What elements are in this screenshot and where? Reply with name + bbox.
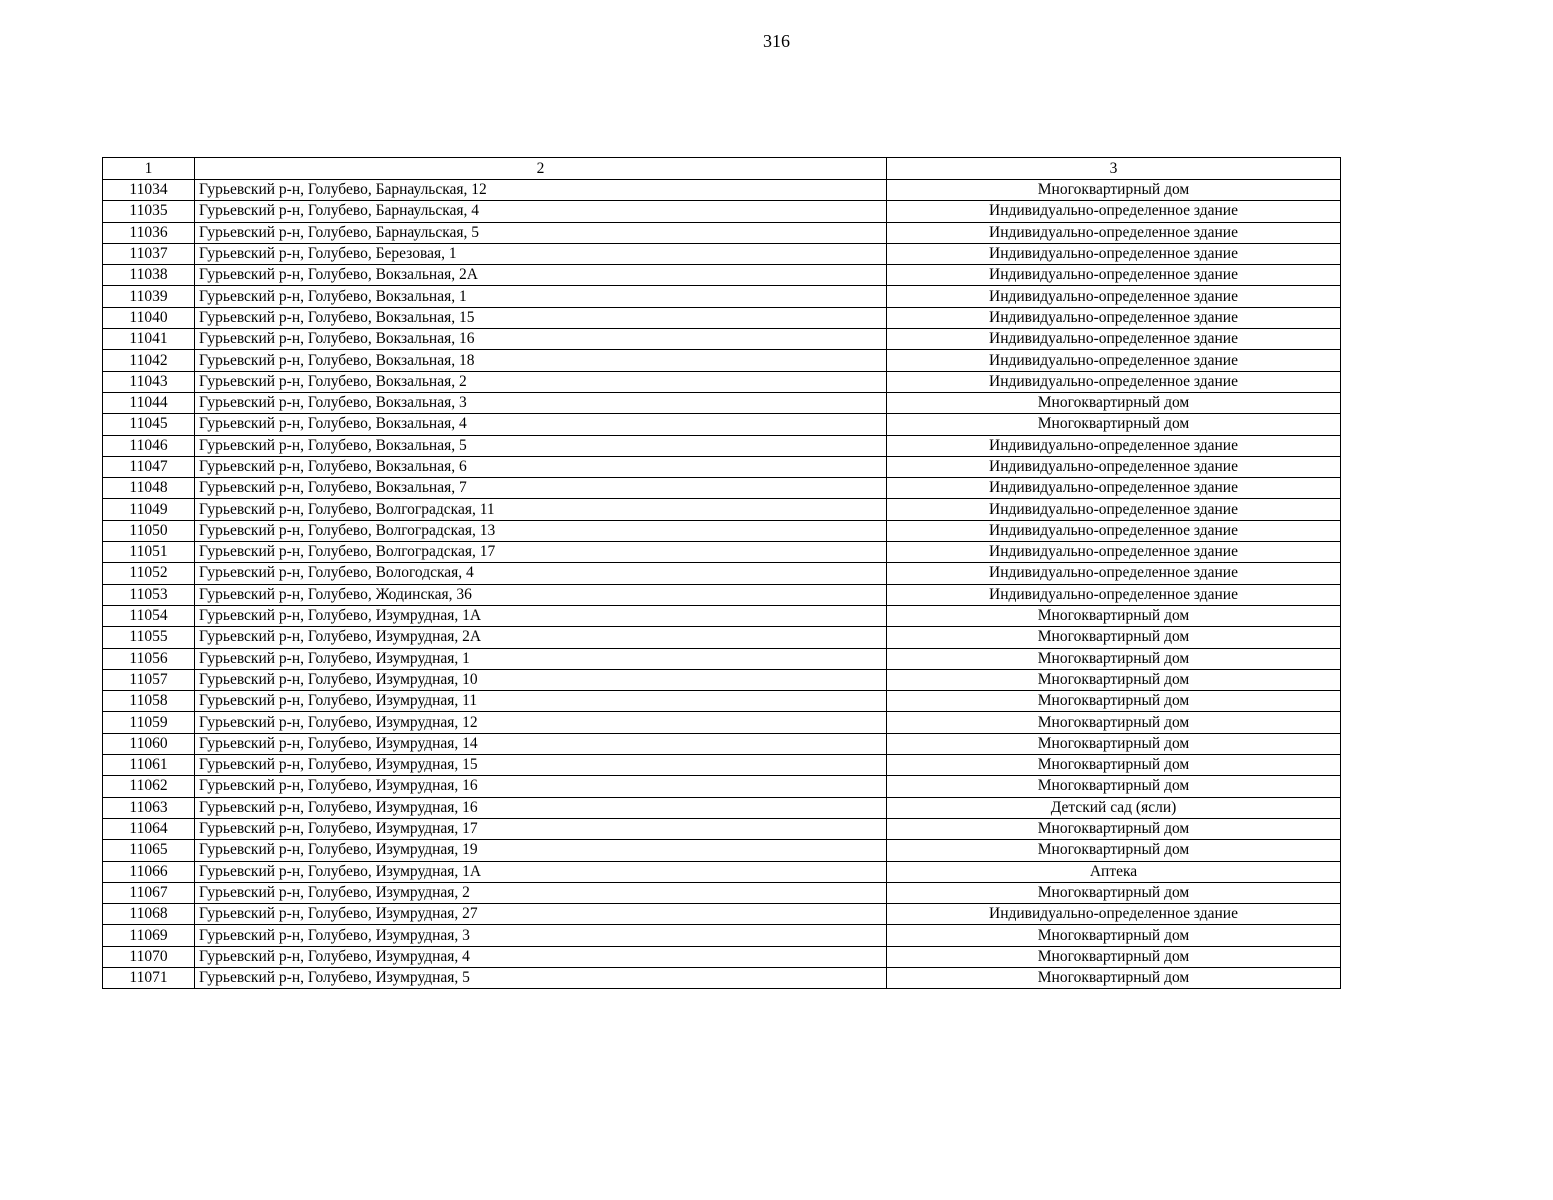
table-row — [103, 542, 1341, 563]
address-cell: Гурьевский р-н, Голубево, Барнаульская, 12 — [195, 180, 887, 201]
building-type-cell: Многоквартирный дом — [887, 392, 1341, 413]
building-type-cell: Многоквартирный дом — [887, 691, 1341, 712]
column-header-3: 3 — [887, 158, 1341, 180]
table-row — [103, 329, 1341, 350]
building-type-cell: Многоквартирный дом — [887, 712, 1341, 733]
record-number: 11071 — [103, 967, 195, 988]
table-row — [103, 180, 1341, 201]
building-type-cell: Многоквартирный дом — [887, 755, 1341, 776]
address-cell: Гурьевский р-н, Голубево, Изумрудная, 27 — [195, 904, 887, 925]
record-number: 11042 — [103, 350, 195, 371]
building-type-cell: Многоквартирный дом — [887, 840, 1341, 861]
address-cell: Гурьевский р-н, Голубево, Изумрудная, 1 — [195, 648, 887, 669]
table-row — [103, 520, 1341, 541]
address-cell: Гурьевский р-н, Голубево, Изумрудная, 1А — [195, 861, 887, 882]
address-cell: Гурьевский р-н, Голубево, Волгоградская, 13 — [195, 520, 887, 541]
record-number: 11035 — [103, 201, 195, 222]
record-number: 11057 — [103, 669, 195, 690]
building-type-cell: Индивидуально-определенное здание — [887, 478, 1341, 499]
record-number: 11039 — [103, 286, 195, 307]
building-type-cell: Многоквартирный дом — [887, 733, 1341, 754]
record-number: 11052 — [103, 563, 195, 584]
address-cell: Гурьевский р-н, Голубево, Барнаульская, 5 — [195, 222, 887, 243]
table-row — [103, 584, 1341, 605]
building-type-cell: Индивидуально-определенное здание — [887, 499, 1341, 520]
record-number: 11041 — [103, 329, 195, 350]
address-cell: Гурьевский р-н, Голубево, Вокзальная, 6 — [195, 456, 887, 477]
address-cell: Гурьевский р-н, Голубево, Изумрудная, 10 — [195, 669, 887, 690]
table-row — [103, 265, 1341, 286]
table-row — [103, 882, 1341, 903]
record-number: 11036 — [103, 222, 195, 243]
address-cell: Гурьевский р-н, Голубево, Изумрудная, 16 — [195, 797, 887, 818]
building-type-cell: Многоквартирный дом — [887, 180, 1341, 201]
column-header-1: 1 — [103, 158, 195, 180]
address-cell: Гурьевский р-н, Голубево, Изумрудная, 2А — [195, 627, 887, 648]
table-body — [103, 158, 1341, 989]
address-cell: Гурьевский р-н, Голубево, Вологодская, 4 — [195, 563, 887, 584]
building-type-cell: Индивидуально-определенное здание — [887, 222, 1341, 243]
address-cell: Гурьевский р-н, Голубево, Изумрудная, 3 — [195, 925, 887, 946]
address-cell: Гурьевский р-н, Голубево, Барнаульская, 4 — [195, 201, 887, 222]
record-number: 11047 — [103, 456, 195, 477]
record-number: 11034 — [103, 180, 195, 201]
record-number: 11051 — [103, 542, 195, 563]
table-row — [103, 797, 1341, 818]
building-type-cell: Аптека — [887, 861, 1341, 882]
address-cell: Гурьевский р-н, Голубево, Изумрудная, 16 — [195, 776, 887, 797]
address-cell: Гурьевский р-н, Голубево, Вокзальная, 15 — [195, 307, 887, 328]
record-number: 11044 — [103, 392, 195, 413]
building-type-cell: Индивидуально-определенное здание — [887, 904, 1341, 925]
address-cell: Гурьевский р-н, Голубево, Вокзальная, 2А — [195, 265, 887, 286]
table-row — [103, 840, 1341, 861]
address-cell: Гурьевский р-н, Голубево, Вокзальная, 5 — [195, 435, 887, 456]
table-row — [103, 478, 1341, 499]
address-cell: Гурьевский р-н, Голубево, Вокзальная, 4 — [195, 414, 887, 435]
building-type-cell: Многоквартирный дом — [887, 627, 1341, 648]
table-row — [103, 222, 1341, 243]
address-cell: Гурьевский р-н, Голубево, Изумрудная, 5 — [195, 967, 887, 988]
record-number: 11046 — [103, 435, 195, 456]
record-number: 11043 — [103, 371, 195, 392]
table-row — [103, 755, 1341, 776]
record-number: 11062 — [103, 776, 195, 797]
address-cell: Гурьевский р-н, Голубево, Изумрудная, 11 — [195, 691, 887, 712]
record-number: 11068 — [103, 904, 195, 925]
address-cell: Гурьевский р-н, Голубево, Вокзальная, 2 — [195, 371, 887, 392]
record-number: 11066 — [103, 861, 195, 882]
table-row — [103, 456, 1341, 477]
address-cell: Гурьевский р-н, Голубево, Изумрудная, 15 — [195, 755, 887, 776]
address-cell: Гурьевский р-н, Голубево, Вокзальная, 1 — [195, 286, 887, 307]
building-type-cell: Многоквартирный дом — [887, 882, 1341, 903]
table-row — [103, 904, 1341, 925]
address-cell: Гурьевский р-н, Голубево, Изумрудная, 19 — [195, 840, 887, 861]
building-type-cell: Индивидуально-определенное здание — [887, 584, 1341, 605]
column-header-2: 2 — [195, 158, 887, 180]
page-number: 316 — [763, 31, 790, 51]
record-number: 11040 — [103, 307, 195, 328]
building-type-cell: Индивидуально-определенное здание — [887, 265, 1341, 286]
address-cell: Гурьевский р-н, Голубево, Изумрудная, 12 — [195, 712, 887, 733]
table-row — [103, 286, 1341, 307]
record-number: 11069 — [103, 925, 195, 946]
record-number: 11055 — [103, 627, 195, 648]
building-type-cell: Индивидуально-определенное здание — [887, 307, 1341, 328]
building-type-cell: Многоквартирный дом — [887, 605, 1341, 626]
table-row — [103, 669, 1341, 690]
record-number: 11045 — [103, 414, 195, 435]
record-number: 11061 — [103, 755, 195, 776]
table-row — [103, 627, 1341, 648]
record-number: 11053 — [103, 584, 195, 605]
building-type-cell: Многоквартирный дом — [887, 669, 1341, 690]
building-type-cell: Детский сад (ясли) — [887, 797, 1341, 818]
building-type-cell: Индивидуально-определенное здание — [887, 329, 1341, 350]
table-row — [103, 925, 1341, 946]
table-row — [103, 776, 1341, 797]
table-row — [103, 648, 1341, 669]
address-cell: Гурьевский р-н, Голубево, Вокзальная, 18 — [195, 350, 887, 371]
table-row — [103, 201, 1341, 222]
table-row — [103, 350, 1341, 371]
table-row — [103, 712, 1341, 733]
building-type-cell: Индивидуально-определенное здание — [887, 243, 1341, 264]
address-cell: Гурьевский р-н, Голубево, Волгоградская, 11 — [195, 499, 887, 520]
table-row — [103, 499, 1341, 520]
record-number: 11058 — [103, 691, 195, 712]
building-type-cell: Многоквартирный дом — [887, 946, 1341, 967]
building-type-cell: Индивидуально-определенное здание — [887, 286, 1341, 307]
building-type-cell: Индивидуально-определенное здание — [887, 201, 1341, 222]
record-number: 11060 — [103, 733, 195, 754]
building-type-cell: Индивидуально-определенное здание — [887, 435, 1341, 456]
table-header-row — [103, 158, 1341, 180]
address-cell: Гурьевский р-н, Голубево, Изумрудная, 2 — [195, 882, 887, 903]
record-number: 11065 — [103, 840, 195, 861]
record-number: 11067 — [103, 882, 195, 903]
table-row — [103, 733, 1341, 754]
table-row — [103, 861, 1341, 882]
table-row — [103, 818, 1341, 839]
record-number: 11070 — [103, 946, 195, 967]
registry-table — [102, 157, 1341, 989]
address-cell: Гурьевский р-н, Голубево, Изумрудная, 4 — [195, 946, 887, 967]
table-row — [103, 605, 1341, 626]
table-row — [103, 392, 1341, 413]
table-row — [103, 563, 1341, 584]
address-cell: Гурьевский р-н, Голубево, Вокзальная, 7 — [195, 478, 887, 499]
address-cell: Гурьевский р-н, Голубево, Изумрудная, 14 — [195, 733, 887, 754]
building-type-cell: Многоквартирный дом — [887, 818, 1341, 839]
address-cell: Гурьевский р-н, Голубево, Вокзальная, 3 — [195, 392, 887, 413]
record-number: 11038 — [103, 265, 195, 286]
building-type-cell: Индивидуально-определенное здание — [887, 371, 1341, 392]
address-cell: Гурьевский р-н, Голубево, Изумрудная, 17 — [195, 818, 887, 839]
address-cell: Гурьевский р-н, Голубево, Волгоградская, 17 — [195, 542, 887, 563]
table-row — [103, 946, 1341, 967]
record-number: 11048 — [103, 478, 195, 499]
record-number: 11054 — [103, 605, 195, 626]
address-cell: Гурьевский р-н, Голубево, Березовая, 1 — [195, 243, 887, 264]
building-type-cell: Индивидуально-определенное здание — [887, 350, 1341, 371]
address-cell: Гурьевский р-н, Голубево, Вокзальная, 16 — [195, 329, 887, 350]
table-row — [103, 691, 1341, 712]
table-row — [103, 414, 1341, 435]
table-row — [103, 435, 1341, 456]
record-number: 11037 — [103, 243, 195, 264]
address-cell: Гурьевский р-н, Голубево, Жодинская, 36 — [195, 584, 887, 605]
record-number: 11063 — [103, 797, 195, 818]
building-type-cell: Многоквартирный дом — [887, 925, 1341, 946]
table-row — [103, 967, 1341, 988]
building-type-cell: Индивидуально-определенное здание — [887, 456, 1341, 477]
building-type-cell: Индивидуально-определенное здание — [887, 520, 1341, 541]
record-number: 11064 — [103, 818, 195, 839]
building-type-cell: Многоквартирный дом — [887, 414, 1341, 435]
building-type-cell: Индивидуально-определенное здание — [887, 542, 1341, 563]
building-type-cell: Индивидуально-определенное здание — [887, 563, 1341, 584]
address-cell: Гурьевский р-н, Голубево, Изумрудная, 1А — [195, 605, 887, 626]
table-row — [103, 371, 1341, 392]
table-row — [103, 243, 1341, 264]
record-number: 11059 — [103, 712, 195, 733]
building-type-cell: Многоквартирный дом — [887, 776, 1341, 797]
table-row — [103, 307, 1341, 328]
record-number: 11049 — [103, 499, 195, 520]
building-type-cell: Многоквартирный дом — [887, 648, 1341, 669]
building-type-cell: Многоквартирный дом — [887, 967, 1341, 988]
record-number: 11050 — [103, 520, 195, 541]
record-number: 11056 — [103, 648, 195, 669]
